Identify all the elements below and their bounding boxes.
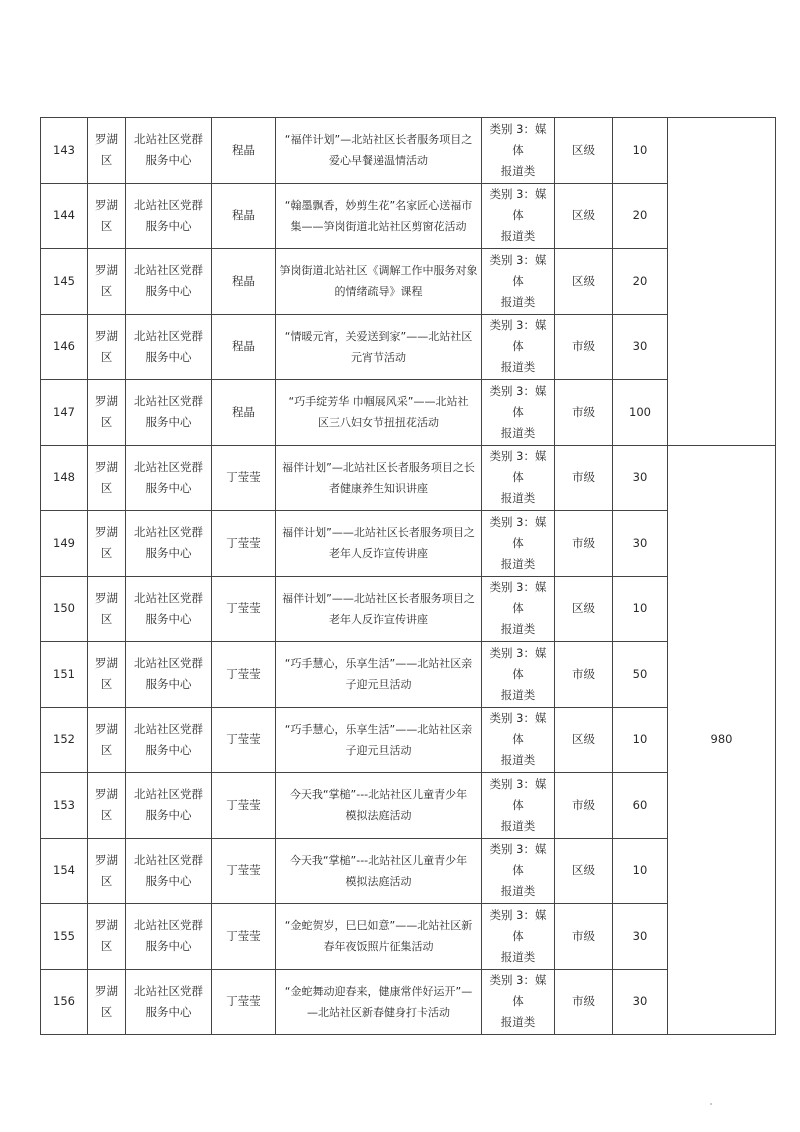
table-row: [41, 838, 776, 904]
table-row: [41, 314, 776, 380]
person-text: 程晶: [232, 208, 255, 223]
district-cell: [88, 183, 126, 249]
person-text: 程晶: [232, 339, 255, 354]
project-cell: [276, 838, 482, 904]
organization-text: 北站社区党群: [134, 918, 203, 933]
person-text: 程晶: [232, 142, 255, 157]
row-number-text: 153: [53, 797, 75, 812]
row-number-text: 152: [53, 732, 75, 747]
person-cell: [212, 642, 276, 708]
score-text: 30: [632, 470, 648, 485]
person-cell: [212, 773, 276, 839]
organization-text: 北站社区党群: [134, 787, 203, 802]
district-text: 罗湖区: [95, 394, 118, 430]
organization-cell: [126, 314, 212, 380]
category-text: 类别 3：媒体: [489, 711, 547, 747]
project-cell: [276, 249, 482, 315]
category-cell: [482, 314, 555, 380]
organization-text: 服务中心: [145, 677, 192, 692]
category-cell: [482, 904, 555, 970]
district-text: 罗湖区: [95, 132, 118, 168]
organization-text: 服务中心: [145, 153, 192, 168]
row-number-text: 143: [53, 142, 75, 157]
score-text: 30: [632, 535, 648, 550]
level-cell: [555, 576, 613, 642]
category-text: 报道类: [500, 425, 536, 440]
row-number-cell: [41, 904, 88, 970]
level-text: 市级: [572, 339, 595, 354]
level-text: 区级: [572, 208, 595, 223]
category-text: 类别 3：媒体: [489, 449, 547, 485]
row-number-text: 155: [53, 928, 75, 943]
table-body: [41, 118, 776, 1035]
organization-cell: [126, 380, 212, 446]
category-text: 类别 3：媒体: [489, 645, 547, 681]
district-text: 罗湖区: [95, 525, 118, 561]
category-text: 类别 3：媒体: [489, 121, 547, 157]
score-text: 10: [632, 863, 648, 878]
person-cell: [212, 314, 276, 380]
row-number-text: 154: [53, 863, 75, 878]
district-text: 罗湖区: [95, 852, 118, 888]
score-cell: [613, 969, 668, 1035]
score-cell: [613, 707, 668, 773]
award-table: [40, 117, 776, 1035]
organization-text: 北站社区党群: [134, 656, 203, 671]
project-text: 福伴计划”—北站社区长者服务项目之长: [282, 460, 475, 474]
level-cell: [555, 380, 613, 446]
person-text: 程晶: [232, 404, 255, 419]
level-cell: [555, 445, 613, 511]
category-text: 类别 3：媒体: [489, 907, 547, 943]
project-text: “金蛇舞动迎春来，健康常伴好运开”—: [284, 984, 473, 998]
district-text: 罗湖区: [95, 590, 118, 626]
district-text: 罗湖区: [95, 918, 118, 954]
score-cell: [613, 445, 668, 511]
row-number-cell: [41, 183, 88, 249]
score-cell: [613, 183, 668, 249]
organization-text: 北站社区党群: [134, 132, 203, 147]
category-cell: [482, 707, 555, 773]
organization-text: 北站社区党群: [134, 852, 203, 867]
row-number-text: 144: [53, 208, 75, 223]
level-text: 区级: [572, 601, 595, 616]
table-row: [41, 969, 776, 1035]
organization-cell: [126, 838, 212, 904]
table-row: [41, 773, 776, 839]
row-number-cell: [41, 707, 88, 773]
district-cell: [88, 118, 126, 184]
level-cell: [555, 511, 613, 577]
person-text: 丁莹莹: [226, 863, 261, 878]
category-cell: [482, 838, 555, 904]
project-text: 老年人反诈宣传讲座: [329, 547, 428, 561]
person-text: 丁莹莹: [226, 797, 261, 812]
scan-speck: [710, 1103, 712, 1105]
organization-text: 北站社区党群: [134, 721, 203, 736]
district-cell: [88, 904, 126, 970]
category-text: 报道类: [500, 1015, 536, 1030]
category-cell: [482, 380, 555, 446]
category-text: 报道类: [500, 818, 536, 833]
row-number-cell: [41, 773, 88, 839]
category-text: 类别 3：媒体: [489, 318, 547, 354]
district-text: 罗湖区: [95, 459, 118, 495]
organization-text: 服务中心: [145, 349, 192, 364]
category-text: 报道类: [500, 163, 536, 178]
level-text: 市级: [572, 404, 595, 419]
category-cell: [482, 969, 555, 1035]
project-text: 爱心早餐递温情活动: [329, 154, 428, 168]
person-text: 丁莹莹: [226, 994, 261, 1009]
project-cell: [276, 314, 482, 380]
score-text: 60: [632, 797, 648, 812]
category-text: 类别 3：媒体: [489, 514, 547, 550]
row-number-text: 146: [53, 339, 75, 354]
project-text: 元宵节活动: [351, 350, 406, 364]
person-text: 丁莹莹: [226, 666, 261, 681]
score-cell: [613, 838, 668, 904]
organization-cell: [126, 249, 212, 315]
row-number-text: 145: [53, 273, 75, 288]
row-number-cell: [41, 576, 88, 642]
score-text: 10: [632, 142, 648, 157]
level-cell: [555, 249, 613, 315]
category-cell: [482, 445, 555, 511]
project-text: “巧手绽芳华 巾帼展风采”——北站社: [288, 395, 469, 409]
level-cell: [555, 118, 613, 184]
person-text: 丁莹莹: [226, 470, 261, 485]
organization-cell: [126, 445, 212, 511]
score-cell: [613, 511, 668, 577]
organization-cell: [126, 576, 212, 642]
level-text: 区级: [572, 142, 595, 157]
project-cell: [276, 118, 482, 184]
score-text: 30: [632, 994, 648, 1009]
person-text: 丁莹莹: [226, 928, 261, 943]
score-text: 50: [632, 666, 648, 681]
district-cell: [88, 969, 126, 1035]
district-text: 罗湖区: [95, 328, 118, 364]
group-total-cell: 980: [668, 445, 776, 1035]
organization-text: 服务中心: [145, 808, 192, 823]
level-cell: [555, 969, 613, 1035]
table-row: [41, 642, 776, 708]
project-text: “情暖元宵，关爱送到家”——北站社区: [284, 329, 473, 343]
organization-text: 服务中心: [145, 218, 192, 233]
person-cell: [212, 380, 276, 446]
score-cell: [613, 904, 668, 970]
row-number-cell: [41, 249, 88, 315]
row-number-text: 147: [53, 404, 75, 419]
organization-text: 北站社区党群: [134, 328, 203, 343]
organization-text: 北站社区党群: [134, 459, 203, 474]
project-text: “巧手慧心，乐享生活”——北站社区亲: [284, 722, 473, 736]
project-text: 春年夜饭照片征集活动: [323, 940, 434, 954]
organization-cell: [126, 773, 212, 839]
person-cell: [212, 249, 276, 315]
category-text: 类别 3：媒体: [489, 580, 547, 616]
project-text: 区三八妇女节扭扭花活动: [318, 416, 439, 430]
category-cell: [482, 183, 555, 249]
category-text: 报道类: [500, 884, 536, 899]
project-text: 笋岗街道北站社区《调解工作中服务对象: [279, 264, 478, 278]
table-row: [41, 904, 776, 970]
category-cell: [482, 511, 555, 577]
score-cell: [613, 773, 668, 839]
district-text: 罗湖区: [95, 721, 118, 757]
district-text: 罗湖区: [95, 983, 118, 1019]
row-number-text: 149: [53, 535, 75, 550]
organization-text: 北站社区党群: [134, 525, 203, 540]
project-cell: [276, 904, 482, 970]
level-text: 市级: [572, 535, 595, 550]
person-cell: [212, 445, 276, 511]
table-row: [41, 445, 776, 511]
organization-text: 北站社区党群: [134, 590, 203, 605]
level-text: 市级: [572, 470, 595, 485]
district-cell: [88, 314, 126, 380]
person-cell: [212, 576, 276, 642]
project-text: 集——笋岗街道北站社区剪窗花活动: [290, 219, 467, 233]
level-cell: [555, 773, 613, 839]
organization-text: 服务中心: [145, 939, 192, 954]
level-cell: [555, 904, 613, 970]
district-text: 罗湖区: [95, 197, 118, 233]
row-number-cell: [41, 511, 88, 577]
project-text: “金蛇贺岁，巳巳如意”——北站社区新: [284, 919, 473, 933]
district-cell: [88, 838, 126, 904]
category-text: 报道类: [500, 753, 536, 768]
person-cell: [212, 183, 276, 249]
score-text: 30: [632, 928, 648, 943]
district-cell: [88, 511, 126, 577]
category-cell: [482, 118, 555, 184]
row-number-text: 150: [53, 601, 75, 616]
organization-text: 服务中心: [145, 611, 192, 626]
project-text: “巧手慧心，乐享生活”——北站社区亲: [284, 657, 473, 671]
organization-text: 服务中心: [145, 742, 192, 757]
score-text: 30: [632, 339, 648, 354]
project-cell: [276, 576, 482, 642]
organization-cell: [126, 642, 212, 708]
organization-text: 北站社区党群: [134, 983, 203, 998]
person-text: 程晶: [232, 273, 255, 288]
level-cell: [555, 838, 613, 904]
organization-text: 北站社区党群: [134, 394, 203, 409]
table-row: [41, 183, 776, 249]
project-cell: [276, 445, 482, 511]
row-number-text: 151: [53, 666, 75, 681]
district-cell: [88, 380, 126, 446]
organization-cell: [126, 183, 212, 249]
organization-text: 服务中心: [145, 873, 192, 888]
row-number-text: 156: [53, 994, 75, 1009]
organization-text: 服务中心: [145, 1004, 192, 1019]
project-text: 今天我“掌槌”---北站社区儿童青少年: [289, 853, 468, 867]
table-row: [41, 511, 776, 577]
score-cell: [613, 314, 668, 380]
organization-cell: [126, 511, 212, 577]
score-text: 10: [632, 732, 648, 747]
category-cell: [482, 576, 555, 642]
level-cell: [555, 183, 613, 249]
score-cell: [613, 576, 668, 642]
category-text: 报道类: [500, 294, 536, 309]
level-cell: [555, 314, 613, 380]
row-number-cell: [41, 838, 88, 904]
district-cell: [88, 773, 126, 839]
score-cell: [613, 642, 668, 708]
project-text: —北站社区新春健身打卡活动: [307, 1005, 450, 1019]
project-cell: [276, 707, 482, 773]
organization-text: 服务中心: [145, 480, 192, 495]
project-text: 模拟法庭活动: [345, 809, 412, 823]
project-text: 老年人反诈宣传讲座: [329, 612, 428, 626]
category-cell: [482, 249, 555, 315]
category-text: 类别 3：媒体: [489, 383, 547, 419]
project-cell: [276, 511, 482, 577]
score-cell: [613, 118, 668, 184]
row-number-text: 148: [53, 470, 75, 485]
row-number-cell: [41, 445, 88, 511]
person-text: 丁莹莹: [226, 601, 261, 616]
project-text: 子迎元旦活动: [345, 743, 412, 757]
level-text: 市级: [572, 994, 595, 1009]
score-cell: [613, 380, 668, 446]
row-number-cell: [41, 314, 88, 380]
level-text: 市级: [572, 928, 595, 943]
category-text: 报道类: [500, 687, 536, 702]
score-text: 100: [629, 404, 651, 419]
row-number-cell: [41, 118, 88, 184]
row-number-cell: [41, 642, 88, 708]
category-cell: [482, 773, 555, 839]
project-cell: [276, 773, 482, 839]
project-cell: [276, 642, 482, 708]
district-cell: [88, 576, 126, 642]
district-cell: [88, 642, 126, 708]
person-cell: [212, 904, 276, 970]
district-cell: [88, 707, 126, 773]
project-text: 福伴计划”——北站社区长者服务项目之: [282, 526, 475, 540]
category-text: 类别 3：媒体: [489, 973, 547, 1009]
category-text: 报道类: [500, 949, 536, 964]
score-cell: [613, 249, 668, 315]
category-cell: [482, 642, 555, 708]
level-cell: [555, 642, 613, 708]
empty-total-cell: [668, 118, 776, 446]
project-text: 今天我“掌槌”---北站社区儿童青少年: [289, 788, 468, 802]
level-cell: [555, 707, 613, 773]
person-cell: [212, 511, 276, 577]
table-row: [41, 118, 776, 184]
category-text: 报道类: [500, 622, 536, 637]
project-text: “翰墨飘香，妙剪生花”名家匠心送福市: [284, 198, 473, 212]
table-row: [41, 576, 776, 642]
organization-text: 服务中心: [145, 546, 192, 561]
organization-text: 服务中心: [145, 284, 192, 299]
person-cell: [212, 838, 276, 904]
level-text: 区级: [572, 732, 595, 747]
table-row: [41, 249, 776, 315]
category-text: 报道类: [500, 491, 536, 506]
category-text: 类别 3：媒体: [489, 252, 547, 288]
person-cell: [212, 969, 276, 1035]
person-cell: [212, 118, 276, 184]
award-table-container: [40, 117, 776, 1035]
category-text: 报道类: [500, 556, 536, 571]
table-row: [41, 380, 776, 446]
project-text: 福伴计划”——北站社区长者服务项目之: [282, 591, 475, 605]
district-cell: [88, 249, 126, 315]
organization-cell: [126, 707, 212, 773]
district-cell: [88, 445, 126, 511]
district-text: 罗湖区: [95, 263, 118, 299]
organization-cell: [126, 969, 212, 1035]
category-text: 报道类: [500, 360, 536, 375]
level-text: 市级: [572, 797, 595, 812]
project-cell: [276, 969, 482, 1035]
person-text: 丁莹莹: [226, 732, 261, 747]
project-text: 的情绪疏导》课程: [334, 285, 423, 299]
project-text: “福伴计划”—北站社区长者服务项目之: [284, 133, 473, 147]
project-text: 模拟法庭活动: [345, 874, 412, 888]
level-text: 市级: [572, 666, 595, 681]
organization-cell: [126, 904, 212, 970]
score-text: 20: [632, 273, 648, 288]
organization-cell: [126, 118, 212, 184]
organization-text: 服务中心: [145, 415, 192, 430]
table-row: [41, 707, 776, 773]
category-text: 类别 3：媒体: [489, 776, 547, 812]
category-text: 报道类: [500, 229, 536, 244]
row-number-cell: [41, 969, 88, 1035]
person-text: 丁莹莹: [226, 535, 261, 550]
organization-text: 北站社区党群: [134, 197, 203, 212]
person-cell: [212, 707, 276, 773]
category-text: 类别 3：媒体: [489, 842, 547, 878]
project-text: 者健康养生知识讲座: [329, 481, 428, 495]
category-text: 类别 3：媒体: [489, 187, 547, 223]
project-text: 子迎元旦活动: [345, 678, 412, 692]
row-number-cell: [41, 380, 88, 446]
district-text: 罗湖区: [95, 656, 118, 692]
level-text: 区级: [572, 273, 595, 288]
score-text: 20: [632, 208, 648, 223]
score-text: 10: [632, 601, 648, 616]
project-cell: [276, 183, 482, 249]
district-text: 罗湖区: [95, 787, 118, 823]
level-text: 区级: [572, 863, 595, 878]
project-cell: [276, 380, 482, 446]
organization-text: 北站社区党群: [134, 263, 203, 278]
